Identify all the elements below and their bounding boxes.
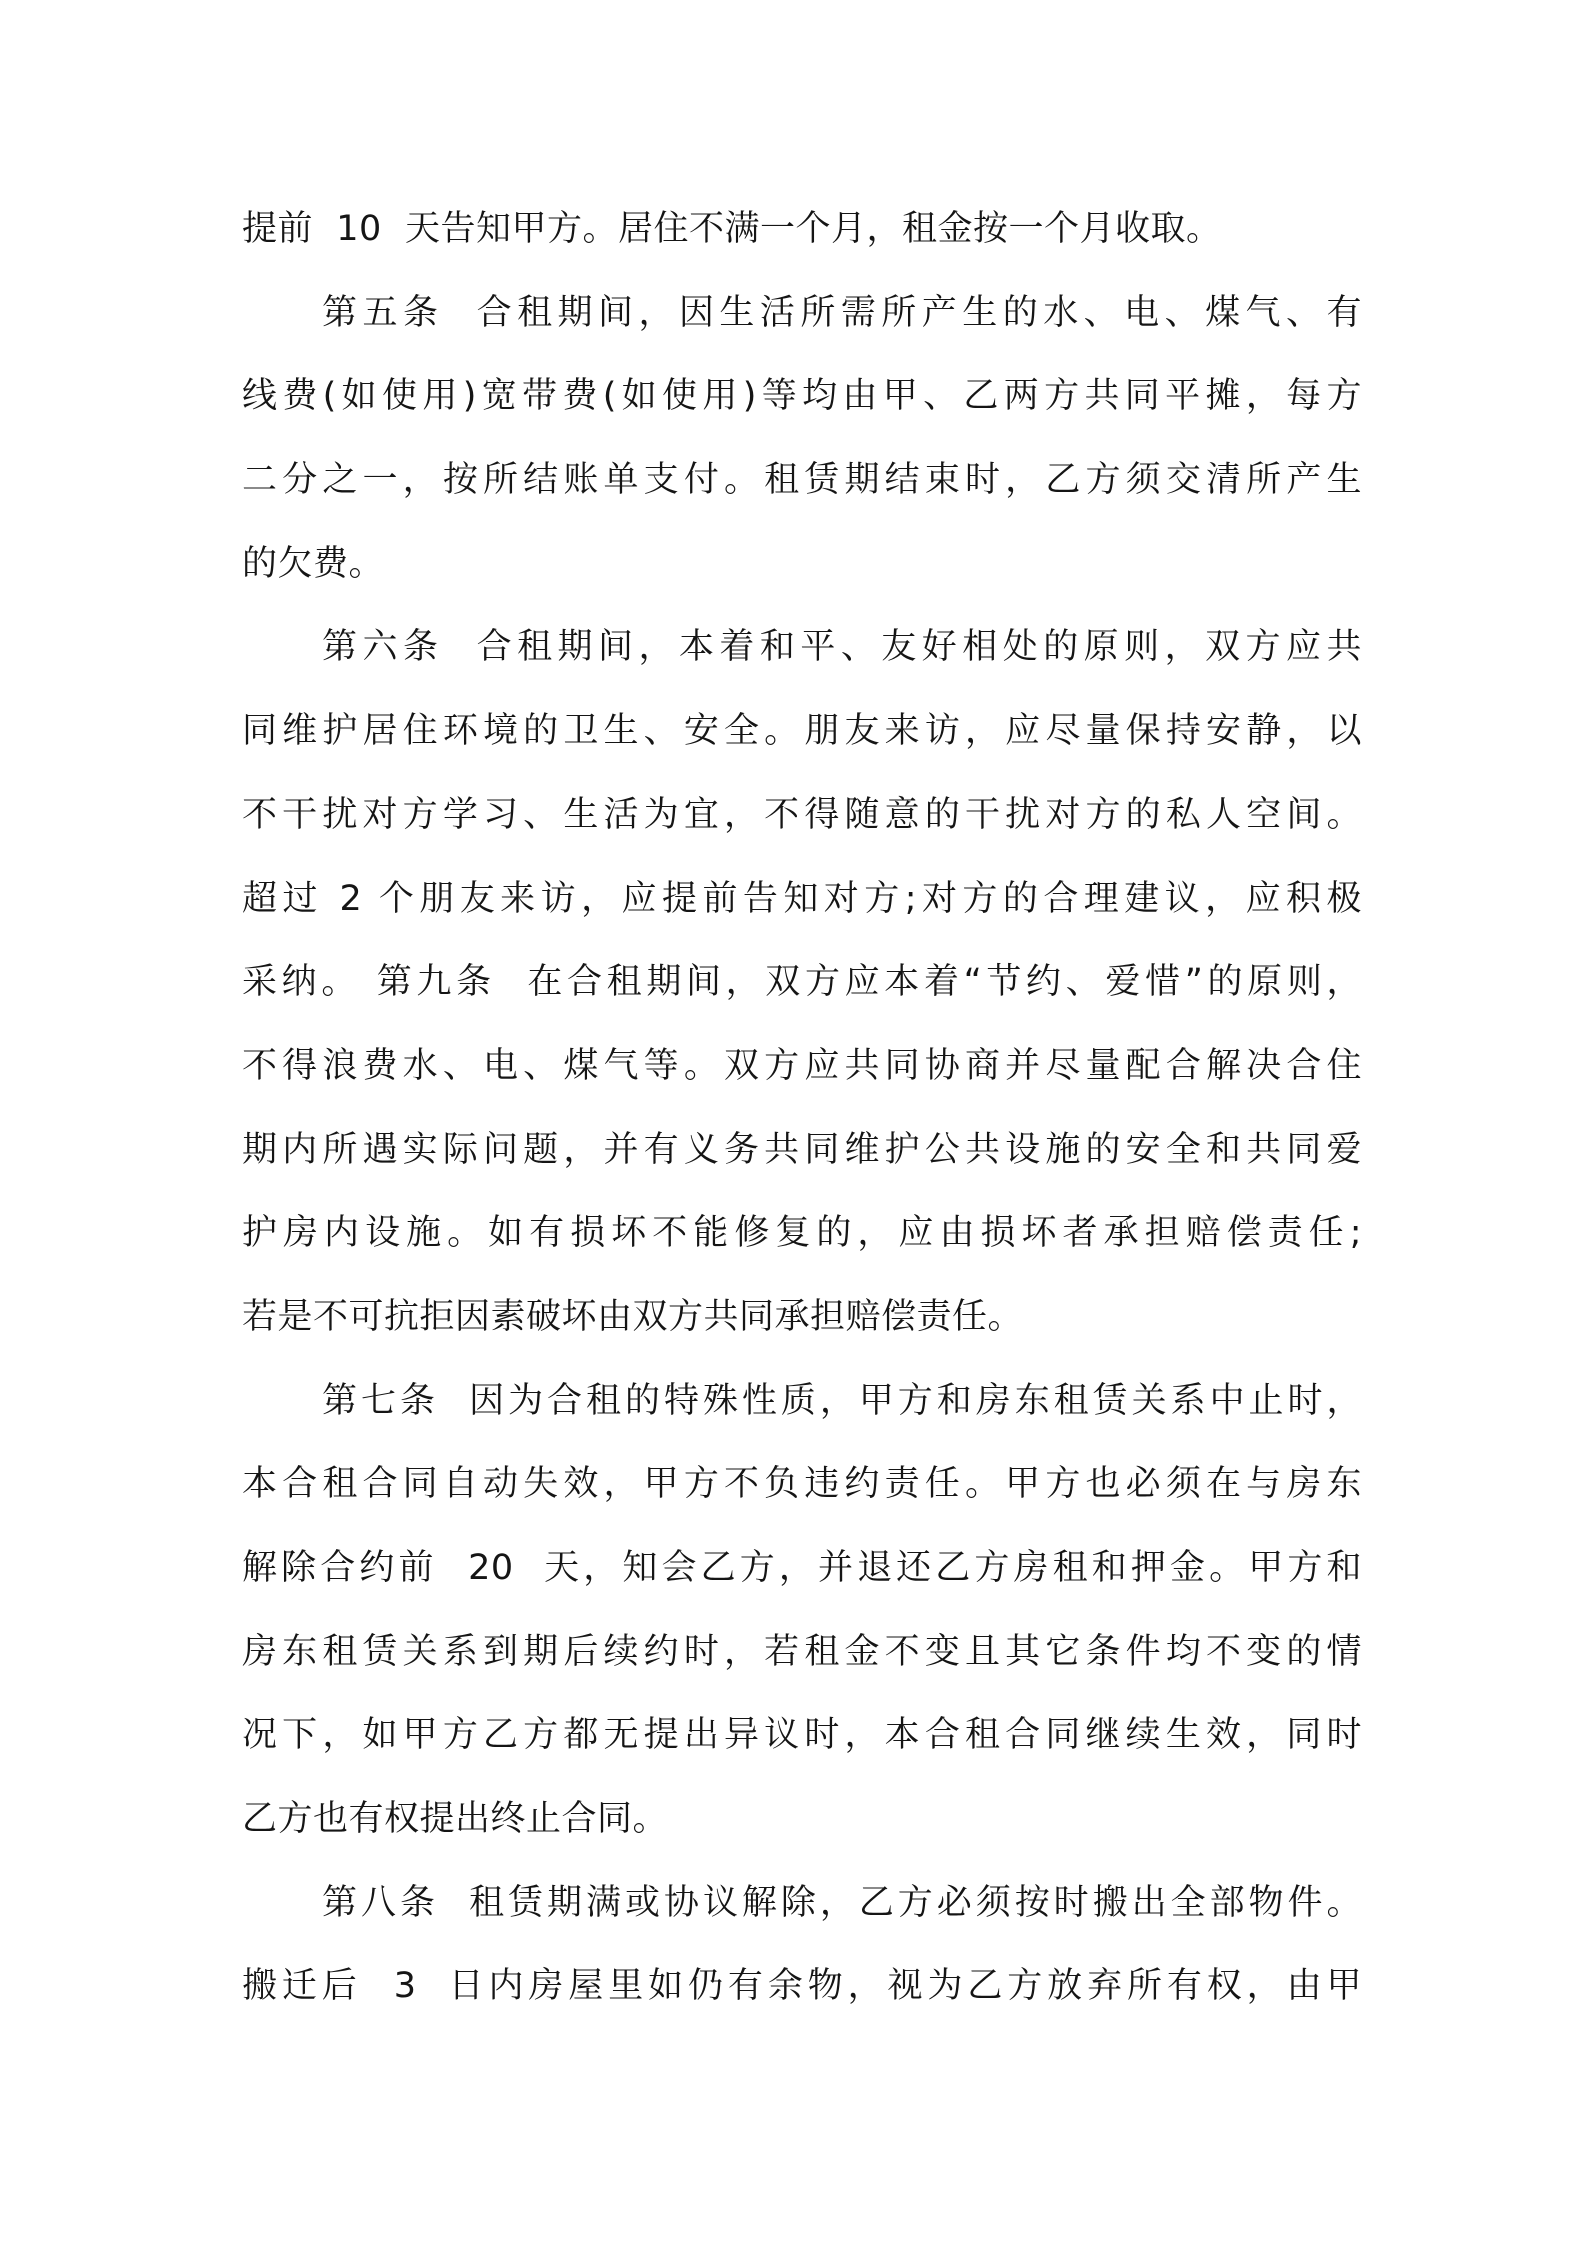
- text-line: 况下，如甲方乙方都无提出异议时，本合租合同继续生效，同时: [242, 1715, 1362, 1756]
- text-line: 线费(如使用)宽带费(如使用)等均由甲、乙两方共同平摊，每方: [242, 376, 1362, 417]
- text-line: 乙方也有权提出终止合同。: [242, 1799, 669, 1840]
- text-line: 超过 2 个朋友来访，应提前告知对方;对方的合理建议，应积极: [242, 878, 1362, 919]
- text-line: 搬迁后 3 日内房屋里如仍有余物，视为乙方放弃所有权，由甲: [242, 1966, 1362, 2007]
- text-line: 解除合约前 20 天，知会乙方，并退还乙方房租和押金。甲方和: [242, 1548, 1362, 1588]
- text-line: 二分之一，按所结账单支付。租赁期结束时，乙方须交清所产生: [242, 460, 1362, 501]
- text-line: 第七条 因为合租的特殊性质，甲方和房东租赁关系中止时，: [322, 1380, 1362, 1421]
- text-line: 本合租合同自动失效，甲方不负违约责任。甲方也必须在与房东: [242, 1464, 1362, 1505]
- text-line: 同维护居住环境的卫生、安全。朋友来访，应尽量保持安静，以: [242, 711, 1362, 752]
- text-line: 房东租赁关系到期后续约时，若租金不变且其它条件均不变的情: [242, 1631, 1362, 1672]
- text-line: 第六条 合租期间，本着和平、友好相处的原则，双方应共: [322, 627, 1362, 668]
- text-line: 若是不可抗拒因素破坏由双方共同承担赔偿责任。: [242, 1296, 1024, 1337]
- text-line: 期内所遇实际问题，并有义务共同维护公共设施的安全和共同爱: [242, 1129, 1362, 1170]
- text-line: 不得浪费水、电、煤气等。双方应共同协商并尽量配合解决合住: [242, 1045, 1362, 1086]
- text-line: 的欠费。: [242, 543, 385, 584]
- text-line: 不干扰对方学习、生活为宜，不得随意的干扰对方的私人空间。: [242, 794, 1362, 835]
- text-line: 第五条 合租期间，因生活所需所产生的水、电、煤气、有: [322, 292, 1362, 333]
- document-body: [242, 188, 1362, 2029]
- text-line: 采纳。 第九条 在合租期间，双方应本着“节约、爱惜”的原则，: [242, 962, 1362, 1003]
- text-line: 第八条 租赁期满或协议解除，乙方必须按时搬出全部物件。: [322, 1882, 1362, 1923]
- text-line: 提前 10 天告知甲方。居住不满一个月，租金按一个月收取。: [242, 209, 1222, 249]
- text-line: 护房内设施。如有损坏不能修复的，应由损坏者承担赔偿责任;: [242, 1213, 1362, 1254]
